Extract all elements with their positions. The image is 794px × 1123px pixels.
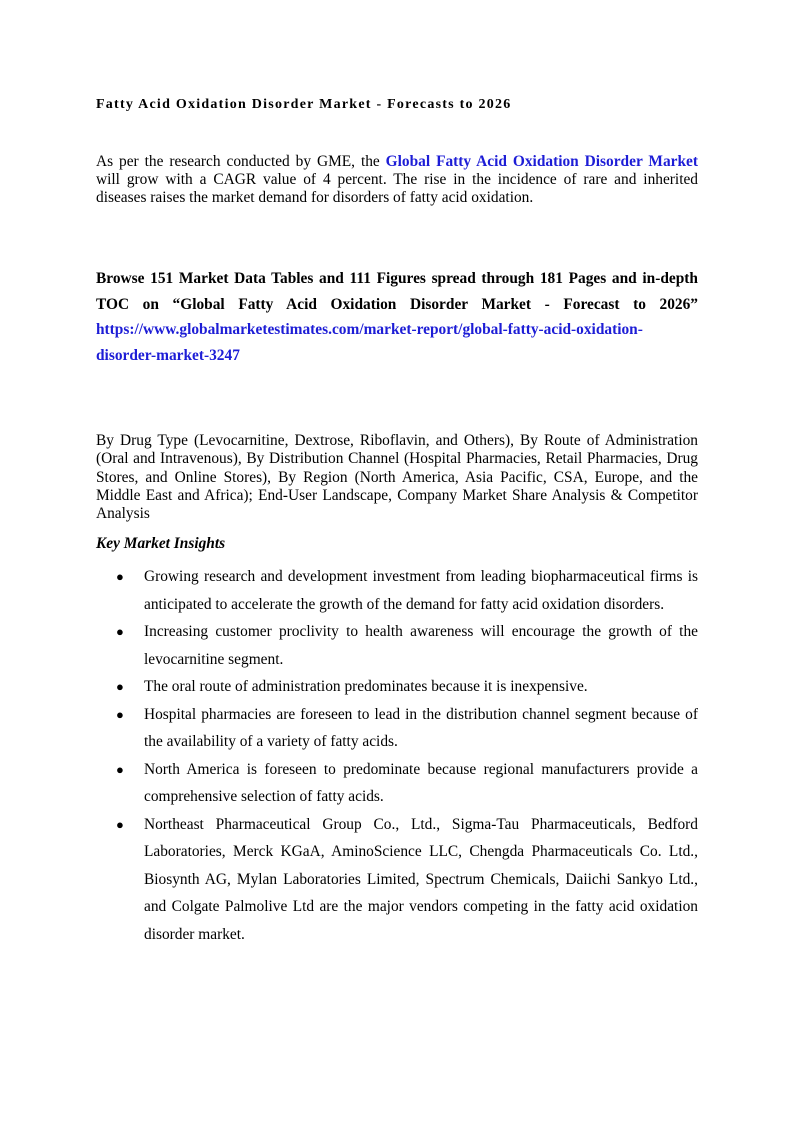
- bullet-icon: ●: [116, 624, 124, 639]
- browse-report-name: Fatty Acid Oxidation Disorder: [224, 295, 482, 313]
- bullet-icon: ●: [116, 706, 124, 722]
- bullet-icon: ●: [116, 761, 124, 777]
- segments-paragraph: By Drug Type (Levocarnitine, Dextrose, Riboflavin, and Others), By Route of Administration (Oral and Intravenous), By Distribution Channel (Hospital Pharmacies, Retail Pharmacies, Drug Stores, and Online Stores), By Region (North America, Asia Pacific, CSA, Europe, and the Middle East and Africa); End-User Landscape, Company Market Share Analysis & Competitor Analysis: [96, 432, 698, 523]
- insight-text: North America is foreseen to predominate because regional manufacturers provide a comprehensive selection of fatty acids.: [144, 760, 698, 805]
- browse-paragraph: [96, 266, 698, 368]
- intro-text-after: will grow with a CAGR value of 4 percent. The rise in the incidence of rare and inherited diseases raises the market demand for disorders of fatty acid oxidation.: [96, 171, 698, 206]
- key-insights-heading: Key Market Insights: [96, 535, 226, 552]
- list-item: [96, 701, 698, 756]
- report-url-link[interactable]: https://www.globalmarketestimates.com/market-report/global-fatty-acid-oxidation-disorder-market-3247: [96, 321, 643, 364]
- intro-paragraph: [96, 153, 698, 207]
- bullet-icon: ●: [116, 679, 124, 694]
- key-insights-list: [96, 563, 698, 948]
- list-item: [96, 618, 698, 673]
- market-link[interactable]: Global Fatty Acid Oxidation Disorder Market: [385, 153, 698, 170]
- bullet-icon: ●: [116, 816, 124, 832]
- insight-text: Northeast Pharmaceutical Group Co., Ltd., Sigma-Tau Pharmaceuticals, Bedford Laboratories, Merck KGaA, AminoScience LLC, Chengda Pharmaceuticals Co. Ltd., Biosynth AG, Mylan Laboratories Limited, Spectrum Chemicals, Daiichi Sankyo Ltd., and Colgate Palmolive Ltd are the major vendors competing in the fatty acid oxidation disorder market.: [144, 815, 698, 943]
- insight-text: Hospital pharmacies are foreseen to lead in the distribution channel segment because of the availability of a variety of fatty acids.: [144, 705, 698, 750]
- insight-text: Increasing customer proclivity to health awareness will encourage the growth of the levocarnitine segment.: [144, 623, 698, 668]
- insight-text: The oral route of administration predominates because it is inexpensive.: [144, 678, 588, 695]
- bullet-icon: ●: [116, 569, 124, 584]
- list-item: [96, 756, 698, 811]
- document-title: Fatty Acid Oxidation Disorder Market - Forecasts to 2026: [96, 97, 512, 112]
- browse-prefix: Browse 151 Market Data Tables and 111 Figures spread through 181 Pages and in-depth TOC on “Global: [96, 270, 698, 313]
- insight-text: Growing research and development investment from leading biopharmaceutical firms is anticipated to accelerate the growth of the demand for fatty acid oxidation disorders.: [144, 568, 698, 613]
- list-item: [96, 673, 698, 701]
- browse-suffix: Market - Forecast to 2026”: [481, 295, 698, 313]
- list-item: [96, 811, 698, 949]
- intro-text-before: As per the research conducted by GME, the: [96, 153, 386, 170]
- list-item: [96, 563, 698, 618]
